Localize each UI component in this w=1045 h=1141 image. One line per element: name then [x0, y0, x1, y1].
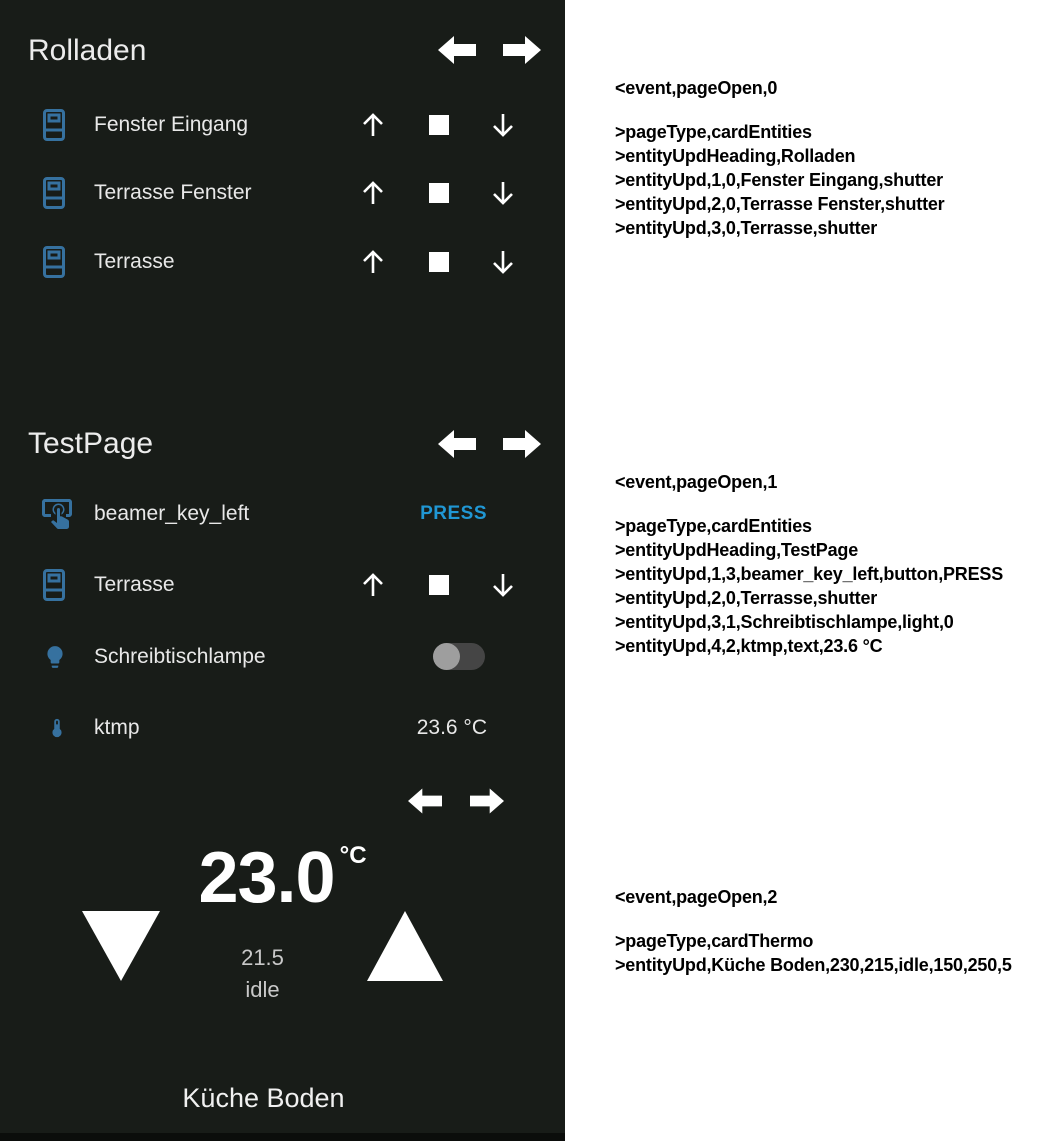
entity-label: Terrasse: [94, 573, 175, 596]
protocol-line: >pageType,cardThermo: [615, 931, 814, 951]
shutter-down-button[interactable]: [490, 179, 516, 207]
entity-label: Fenster Eingang: [94, 113, 249, 136]
entity-row: [0, 103, 565, 147]
arrow-right-icon: [503, 428, 541, 460]
entity-row: [0, 563, 565, 607]
shutter-down-button[interactable]: [490, 571, 516, 599]
shutter-down-button[interactable]: [490, 248, 516, 276]
entity-label: Terrasse Fenster: [94, 181, 252, 204]
shutter-up-button[interactable]: [360, 111, 386, 139]
protocol-line: >entityUpd,1,0,Fenster Eingang,shutter: [615, 170, 943, 190]
protocol-line: >entityUpd,Küche Boden,230,215,idle,150,250,5: [615, 955, 1012, 975]
arrow-up-icon: [360, 179, 386, 207]
entity-row: [0, 240, 565, 284]
gesture-tap-button-icon: [37, 496, 77, 532]
protocol-line: <event,pageOpen,1: [615, 472, 778, 492]
shutter-icon: [43, 569, 65, 601]
toggle-knob: [433, 643, 460, 670]
arrow-up-icon: [360, 111, 386, 139]
shutter-stop-button[interactable]: [429, 183, 449, 203]
page-nav: [408, 786, 504, 816]
shutter-stop-button[interactable]: [429, 575, 449, 595]
nav-next-button[interactable]: [503, 428, 541, 460]
entity-label: Schreibtischlampe: [94, 645, 266, 668]
arrow-down-icon: [490, 179, 516, 207]
shutter-down-button[interactable]: [490, 111, 516, 139]
protocol-block-page1: [615, 470, 1003, 658]
shutter-up-button[interactable]: [360, 571, 386, 599]
shutter-up-button[interactable]: [360, 248, 386, 276]
light-toggle[interactable]: [433, 643, 485, 670]
target-temperature: 21.5: [241, 945, 284, 970]
entity-row: [0, 492, 565, 536]
hvac-state: idle: [245, 977, 280, 1002]
page-nav: [438, 428, 541, 460]
page-nav: [438, 34, 541, 66]
page-title: TestPage: [28, 427, 154, 460]
entity-row: [0, 706, 565, 750]
protocol-block-page2: [615, 885, 1012, 977]
lightbulb-icon: [42, 641, 68, 673]
protocol-line: >entityUpd,3,0,Terrasse,shutter: [615, 218, 878, 238]
arrow-up-icon: [360, 248, 386, 276]
entity-label: Terrasse: [94, 250, 175, 273]
arrow-up-icon: [360, 571, 386, 599]
nav-next-button[interactable]: [470, 786, 504, 816]
entity-row: [0, 635, 565, 679]
panel-bottom-bar: [0, 1133, 565, 1141]
current-temperature: [0, 838, 565, 918]
shutter-stop-button[interactable]: [429, 252, 449, 272]
thermostat-title: Küche Boden: [182, 1083, 345, 1113]
entity-label: ktmp: [94, 716, 140, 739]
arrow-right-icon: [503, 34, 541, 66]
protocol-line: >entityUpdHeading,Rolladen: [615, 146, 856, 166]
arrow-down-icon: [490, 571, 516, 599]
page-title: Rolladen: [28, 34, 147, 67]
current-temperature-value: 23.0: [198, 838, 335, 918]
entity-value: 23.6 °C: [416, 716, 487, 739]
protocol-line: <event,pageOpen,2: [615, 887, 778, 907]
nav-prev-button[interactable]: [408, 786, 442, 816]
protocol-line: >entityUpdHeading,TestPage: [615, 540, 859, 560]
temperature-unit: °C: [339, 842, 367, 869]
protocol-line: >entityUpd,3,1,Schreibtischlampe,light,0: [615, 612, 954, 632]
shutter-stop-button[interactable]: [429, 115, 449, 135]
press-button[interactable]: PRESS: [420, 503, 487, 524]
nav-next-button[interactable]: [503, 34, 541, 66]
protocol-block-page0: [615, 76, 945, 240]
arrow-right-icon: [470, 786, 504, 816]
entity-label: beamer_key_left: [94, 502, 250, 525]
arrow-left-icon: [408, 786, 442, 816]
thermometer-icon: [46, 713, 68, 743]
shutter-up-button[interactable]: [360, 179, 386, 207]
protocol-line: >entityUpd,1,3,beamer_key_left,button,PRESS: [615, 564, 1004, 584]
arrow-left-icon: [438, 428, 476, 460]
nav-prev-button[interactable]: [438, 34, 476, 66]
arrow-down-icon: [490, 111, 516, 139]
shutter-icon: [43, 109, 65, 141]
protocol-line: >pageType,cardEntities: [615, 122, 812, 142]
shutter-icon: [43, 246, 65, 278]
entity-row: [0, 171, 565, 215]
protocol-line: >entityUpd,2,0,Terrasse Fenster,shutter: [615, 194, 945, 214]
protocol-line: <event,pageOpen,0: [615, 78, 778, 98]
arrow-down-icon: [490, 248, 516, 276]
shutter-icon: [43, 177, 65, 209]
protocol-line: >pageType,cardEntities: [615, 516, 812, 536]
protocol-line: >entityUpd,2,0,Terrasse,shutter: [615, 588, 878, 608]
protocol-line: >entityUpd,4,2,ktmp,text,23.6 °C: [615, 636, 883, 656]
arrow-left-icon: [438, 34, 476, 66]
nav-prev-button[interactable]: [438, 428, 476, 460]
